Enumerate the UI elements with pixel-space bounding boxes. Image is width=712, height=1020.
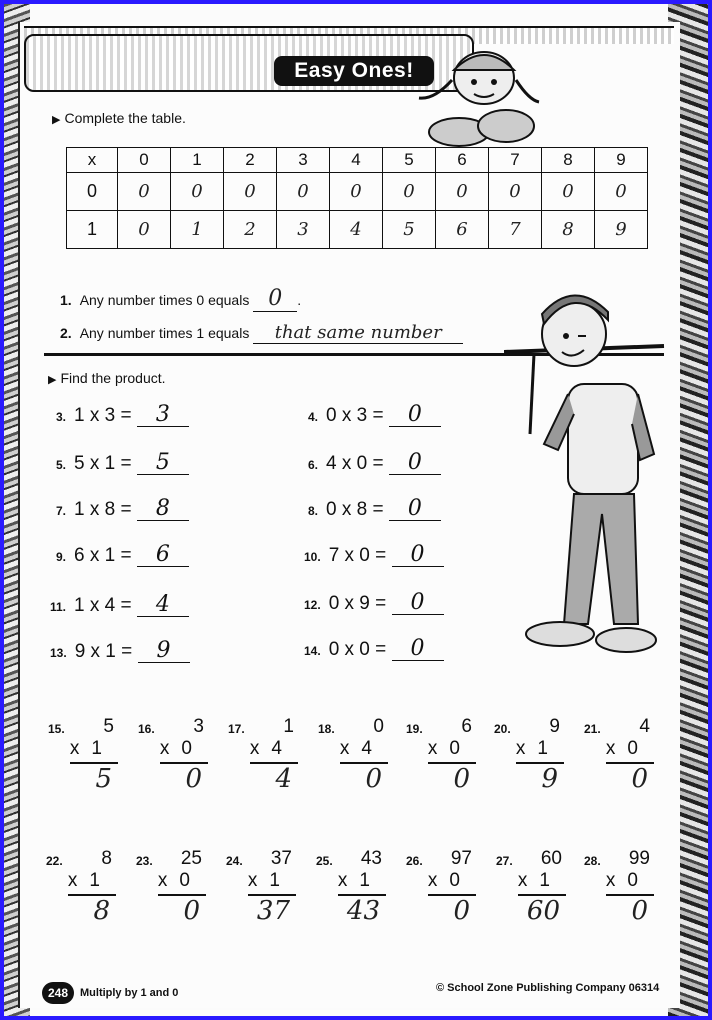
answer-blank[interactable]: 0 <box>392 592 444 615</box>
vertical-problem-16: 16. 3 x 0 0 <box>138 716 208 806</box>
table-answer-cell[interactable]: 0 <box>330 173 383 211</box>
problem-7: 7. 1 x 8 = 8 <box>56 498 189 521</box>
vertical-problem-26: 26. 97 x 0 0 <box>406 848 476 938</box>
multiplication-table <box>66 147 648 249</box>
table-row <box>67 211 648 249</box>
vertical-problem-19: 19. 6 x 0 0 <box>406 716 476 806</box>
vertical-problem-15: 15. 5 x 1 5 <box>48 716 118 806</box>
answer-field[interactable]: 0 <box>183 896 200 926</box>
answer-field[interactable]: 9 <box>541 764 558 794</box>
problem-6: 6. 4 x 0 = 0 <box>308 452 441 475</box>
table-answer-cell[interactable]: 6 <box>436 211 489 249</box>
table-answer-cell[interactable]: 0 <box>383 173 436 211</box>
answer-blank[interactable]: 3 <box>137 404 189 427</box>
table-row-label: 1 <box>67 211 118 249</box>
table-col-header: 3 <box>277 148 330 173</box>
answer-blank[interactable]: 5 <box>137 452 189 475</box>
table-col-header: 5 <box>383 148 436 173</box>
vertical-problem-22: 22. 8 x 1 8 <box>46 848 116 938</box>
table-header-row <box>67 148 648 173</box>
problem-9: 9. 6 x 1 = 6 <box>56 544 189 567</box>
answer-blank[interactable]: 4 <box>137 594 189 617</box>
answer-field[interactable]: 0 <box>365 764 382 794</box>
problem-8: 8. 0 x 8 = 0 <box>308 498 441 521</box>
table-answer-cell[interactable]: 0 <box>224 173 277 211</box>
instruction-complete-table: ▶ Complete the table. <box>52 110 186 126</box>
vertical-problem-27: 27. 60 x 1 60 <box>496 848 566 938</box>
table-answer-cell[interactable]: 0 <box>595 173 648 211</box>
table-col-header: 6 <box>436 148 489 173</box>
vertical-problem-18: 18. 0 x 4 0 <box>318 716 388 806</box>
problem-11: 11. 1 x 4 = 4 <box>50 594 189 617</box>
table-answer-cell[interactable]: 0 <box>277 173 330 211</box>
problem-4: 4. 0 x 3 = 0 <box>308 404 441 427</box>
answer-blank[interactable]: 6 <box>137 544 189 567</box>
table-answer-cell[interactable]: 7 <box>489 211 542 249</box>
vertical-problem-17: 17. 1 x 4 4 <box>228 716 298 806</box>
answer-field[interactable]: 0 <box>453 896 470 926</box>
table-col-header: 4 <box>330 148 383 173</box>
girl-illustration-icon <box>414 40 544 150</box>
table-answer-cell[interactable]: 0 <box>542 173 595 211</box>
problem-10: 10. 7 x 0 = 0 <box>304 544 444 567</box>
answer-blank[interactable]: 0 <box>389 498 441 521</box>
statement-2: 2. Any number times 1 equals that same number <box>60 322 463 344</box>
table-answer-cell[interactable]: 0 <box>118 211 171 249</box>
answer-blank[interactable]: 0 <box>389 452 441 475</box>
problem-13: 13. 9 x 1 = 9 <box>50 640 190 663</box>
answer-field[interactable]: 0 <box>631 764 648 794</box>
table-answer-cell[interactable]: 1 <box>171 211 224 249</box>
footer-topic: Multiply by 1 and 0 <box>80 987 179 999</box>
footer-copyright: © School Zone Publishing Company 06314 <box>436 982 660 994</box>
answer-blank[interactable]: 8 <box>137 498 189 521</box>
answer-blank[interactable]: 9 <box>138 640 190 663</box>
table-answer-cell[interactable]: 0 <box>171 173 224 211</box>
triangle-bullet-icon: ▶ <box>52 114 61 126</box>
table-answer-cell[interactable]: 0 <box>436 173 489 211</box>
table-header-cell: x <box>67 148 118 173</box>
table-answer-cell[interactable]: 0 <box>489 173 542 211</box>
problem-5: 5. 5 x 1 = 5 <box>56 452 189 475</box>
table-answer-cell[interactable]: 2 <box>224 211 277 249</box>
statement-answer[interactable]: 0 <box>253 286 297 312</box>
table-col-header: 2 <box>224 148 277 173</box>
vertical-problem-25: 25. 43 x 1 43 <box>316 848 386 938</box>
answer-field[interactable]: 0 <box>631 896 648 926</box>
page-title: Easy Ones! <box>274 56 434 86</box>
page-number-badge: 248 <box>42 982 74 1004</box>
vertical-problem-23: 23. 25 x 0 0 <box>136 848 206 938</box>
problem-12: 12. 0 x 9 = 0 <box>304 592 444 615</box>
vertical-problem-28: 28. 99 x 0 0 <box>584 848 654 938</box>
triangle-bullet-icon: ▶ <box>48 374 57 386</box>
table-col-header: 9 <box>595 148 648 173</box>
answer-field[interactable]: 0 <box>185 764 202 794</box>
vertical-problem-24: 24. 37 x 1 37 <box>226 848 296 938</box>
table-answer-cell[interactable]: 8 <box>542 211 595 249</box>
vertical-problem-20: 20. 9 x 1 9 <box>494 716 564 806</box>
answer-blank[interactable]: 0 <box>392 544 444 567</box>
answer-field[interactable]: 8 <box>93 896 110 926</box>
answer-blank[interactable]: 0 <box>389 404 441 427</box>
statement-answer[interactable]: that same number <box>253 322 463 344</box>
table-row-label: 0 <box>67 173 118 211</box>
answer-field[interactable]: 37 <box>256 896 290 926</box>
problem-3: 3. 1 x 3 = 3 <box>56 404 189 427</box>
table-col-header: 7 <box>489 148 542 173</box>
boy-illustration-icon <box>504 284 684 664</box>
table-answer-cell[interactable]: 0 <box>118 173 171 211</box>
answer-field[interactable]: 60 <box>526 896 560 926</box>
problem-14: 14. 0 x 0 = 0 <box>304 638 444 661</box>
table-answer-cell[interactable]: 5 <box>383 211 436 249</box>
answer-field[interactable]: 0 <box>453 764 470 794</box>
table-col-header: 0 <box>118 148 171 173</box>
table-col-header: 1 <box>171 148 224 173</box>
table-col-header: 8 <box>542 148 595 173</box>
vertical-problem-21: 21. 4 x 0 0 <box>584 716 654 806</box>
table-row <box>67 173 648 211</box>
instruction-find-product: ▶ Find the product. <box>48 370 166 386</box>
answer-field[interactable]: 43 <box>346 896 380 926</box>
answer-field[interactable]: 5 <box>95 764 112 794</box>
answer-blank[interactable]: 0 <box>392 638 444 661</box>
table-answer-cell[interactable]: 9 <box>595 211 648 249</box>
table-answer-cell[interactable]: 3 <box>277 211 330 249</box>
table-answer-cell[interactable]: 4 <box>330 211 383 249</box>
answer-field[interactable]: 4 <box>275 764 292 794</box>
statement-1: 1. Any number times 0 equals 0 . <box>60 286 302 311</box>
